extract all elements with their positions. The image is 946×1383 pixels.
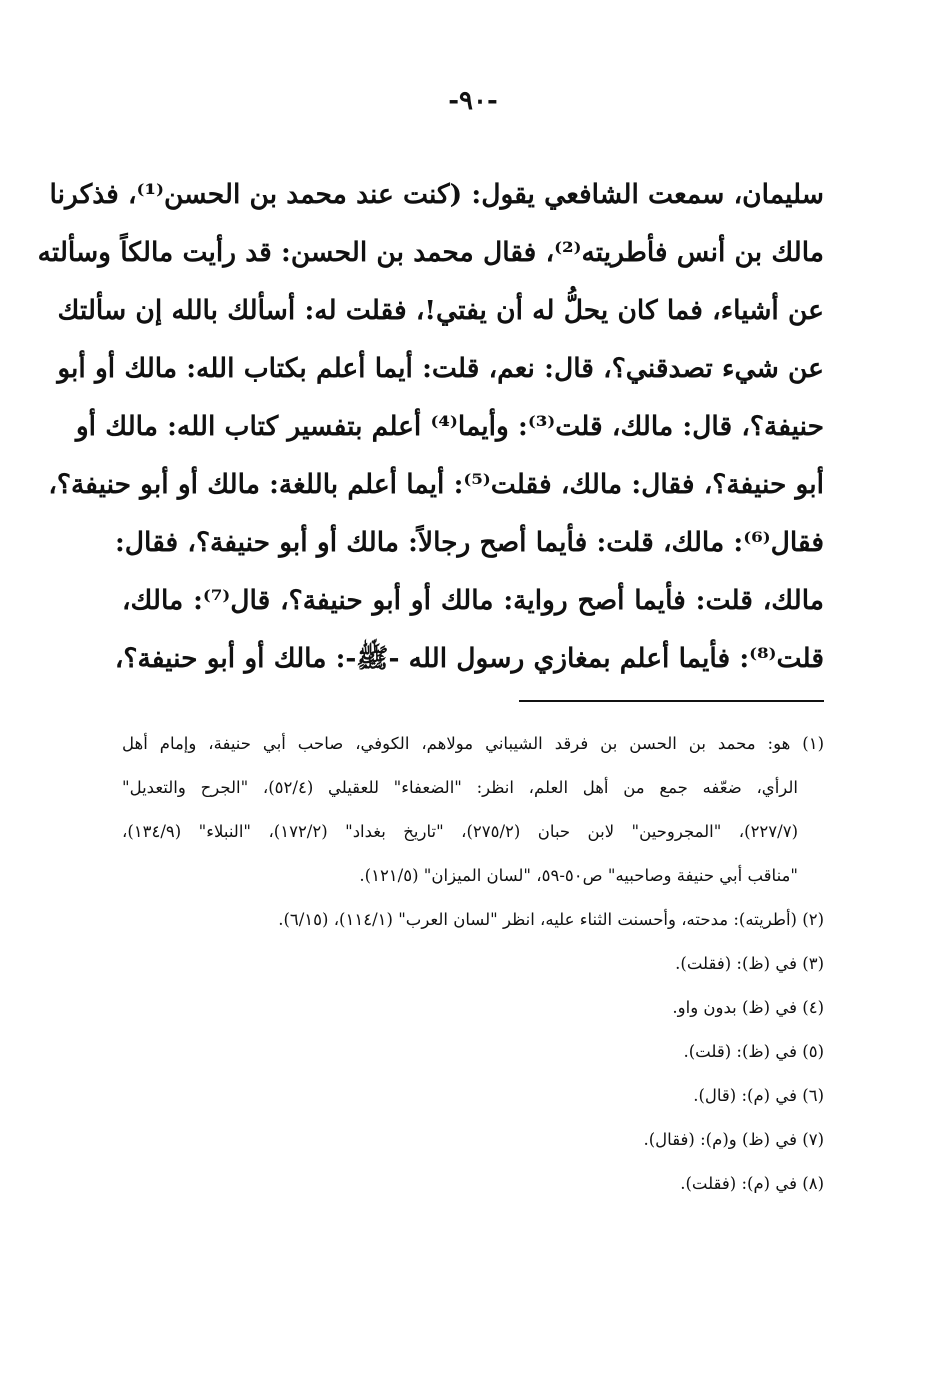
main-text-line: مالك بن أنس فأطريته⁽²⁾، فقال محمد بن الحسن: قد رأيت مالكاً وسألته xyxy=(37,237,824,268)
footnote-1-line: "مناقب أبي حنيفة وصاحبيه" ص٥٠-٥٩، "لسان الميزان" (١٢١/٥). xyxy=(359,866,798,885)
footnote-6: (٦) في (م): (قال). xyxy=(693,1086,824,1105)
main-text-line: سليمان، سمعت الشافعي يقول: (كنت عند محمد بن الحسن⁽¹⁾، فذكرنا xyxy=(49,179,824,210)
main-text-line: فقال⁽⁶⁾: مالك، قلت: فأيما أصح رجالاً: مالك أو أبو حنيفة؟، فقال: xyxy=(115,527,824,558)
main-text-body xyxy=(37,166,824,688)
main-text-line: قلت⁽⁸⁾: فأيما أعلم بمغازي رسول الله -ﷺ-: مالك أو أبو حنيفة؟، xyxy=(114,643,824,674)
page-number: -٩٠- xyxy=(448,86,498,116)
footnote-1-line: (١) هو: محمد بن الحسن بن فرقد الشيباني مولاهم، الكوفي، صاحب أبي حنيفة، وإمام أهل xyxy=(122,734,824,753)
footnote-7: (٧) في (ظ) و(م): (فقال). xyxy=(643,1130,824,1149)
footnote-5: (٥) في (ظ): (قلت). xyxy=(683,1042,824,1061)
main-text-line: حنيفة؟، قال: مالك، قلت⁽³⁾: وأيما⁽⁴⁾ أعلم بتفسير كتاب الله: مالك أو xyxy=(75,411,824,442)
footnote-8: (٨) في (م): (فقلت). xyxy=(680,1174,824,1193)
footnote-divider xyxy=(519,700,824,702)
footnote-4: (٤) في (ظ) بدون واو. xyxy=(672,998,824,1017)
main-text-line: عن أشياء، فما كان يحلُّ له أن يفتي!، فقلت له: أسألك بالله إن سألتك xyxy=(57,295,824,326)
footnote-1-line: الرأي، ضعّفه جمع من أهل العلم، انظر: "الضعفاء" للعقيلي (٥٢/٤)، "الجرح والتعديل" xyxy=(122,778,799,797)
footnotes-section xyxy=(122,722,824,1206)
footnote-1-line: (٢٢٧/٧)، "المجروحين" لابن حبان (٢٧٥/٢)، "تاريخ بغداد" (١٧٢/٢)، "النبلاء" (١٣٤/٩)، xyxy=(122,822,799,841)
main-text-line: أبو حنيفة؟، فقال: مالك، فقلت⁽⁵⁾: أيما أعلم باللغة: مالك أو أبو حنيفة؟، xyxy=(48,469,824,500)
main-text-line: عن شيء تصدقني؟، قال: نعم، قلت: أيما أعلم بكتاب الله: مالك أو أبو xyxy=(57,353,824,384)
footnote-2: (٢) (أطريته): مدحته، وأحسنت الثناء عليه، انظر "لسان العرب" (١١٤/١)، (٦/١٥). xyxy=(278,910,824,929)
footnote-3: (٣) في (ظ): (فقلت). xyxy=(675,954,824,973)
main-text-line: مالك، قلت: فأيما أصح رواية: مالك أو أبو حنيفة؟، قال⁽⁷⁾: مالك، xyxy=(122,585,824,616)
